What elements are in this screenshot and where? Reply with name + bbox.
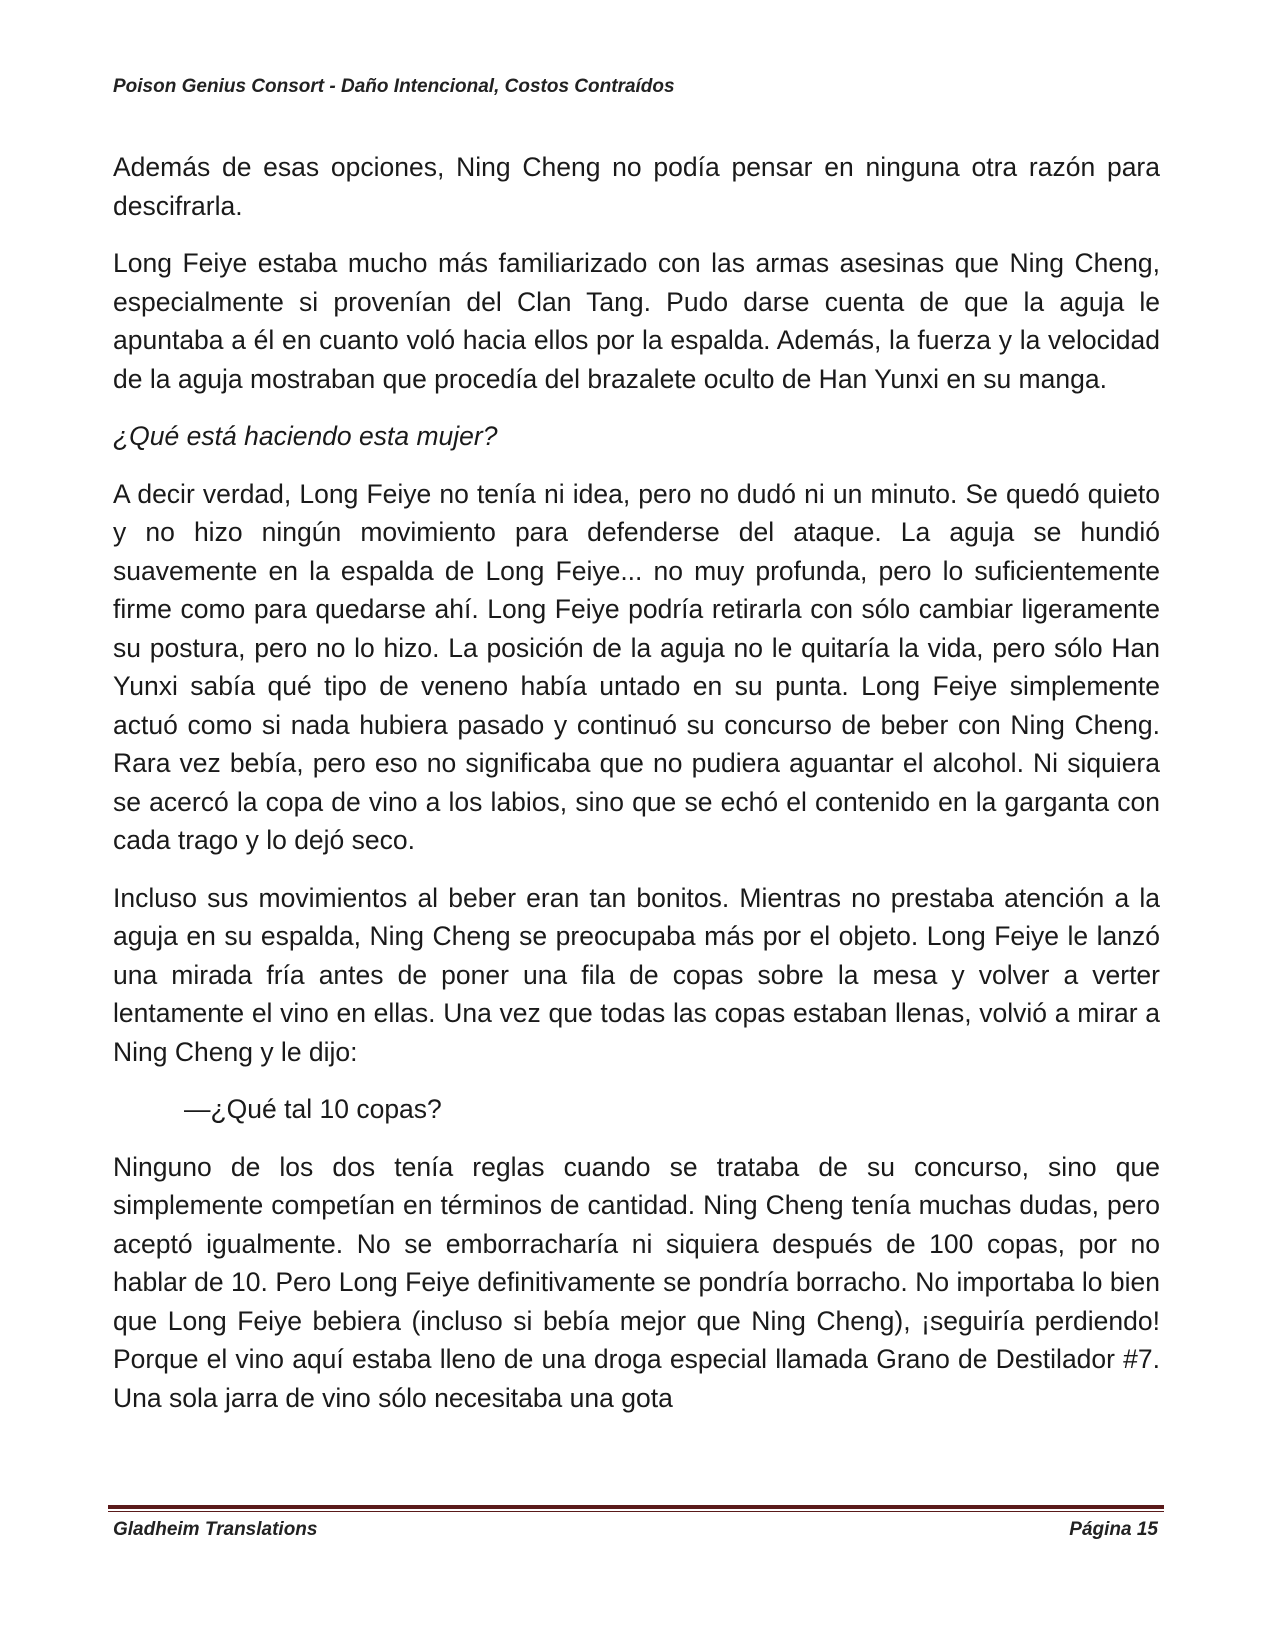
paragraph: Long Feiye estaba mucho más familiarizado con las armas asesinas que Ning Cheng, especialmente si provenían del Clan Tang. Pudo darse cuenta de que la aguja le apuntaba a él en cuanto voló hacia ellos por la espalda. Además, la fuerza y la velocidad de la aguja mostraban que procedía del brazalete oculto de Han Yunxi en su manga. (113, 248, 1160, 394)
italic-thought-paragraph: ¿Qué está haciendo esta mujer? (113, 421, 498, 451)
paragraph: Incluso sus movimientos al beber eran tan bonitos. Mientras no prestaba atención a la aguja en su espalda, Ning Cheng se preocupaba más por el objeto. Long Feiye le lanzó una mirada fría antes de poner una fila de copas sobre la mesa y volver a verter lentamente el vino en ellas. Una vez que todas las copas estaban llenas, volvió a mirar a Ning Cheng y le dijo: (113, 882, 1160, 1067)
dialogue-line: —¿Qué tal 10 copas? (184, 1094, 442, 1124)
paragraph: Además de esas opciones, Ning Cheng no podía pensar en ninguna otra razón para descifrarla. (113, 152, 1160, 221)
paragraph: Ninguno de los dos tenía reglas cuando se trataba de su concurso, sino que simplemente competían en términos de cantidad. Ning Cheng tenía muchas dudas, pero aceptó igualmente. No se emborracharía ni siquiera después de 100 copas, por no hablar de 10. Pero Long Feiye definitivamente se pondría borracho. No importaba lo bien que Long Feiye bebiera (incluso si bebía mejor que Ning Cheng), ¡seguiría perdiendo! Porque el vino aquí estaba lleno de una droga especial llamada Grano de Destilador #7. Una sola jarra de vino sólo necesitaba una gota (113, 1151, 1160, 1413)
paragraph: A decir verdad, Long Feiye no tenía ni idea, pero no dudó ni un minuto. Se quedó quieto y no hizo ningún movimiento para defenderse del ataque. La aguja se hundió suavemente en la espalda de Long Feiye... no muy profunda, pero lo suficientemente firme como para quedarse ahí. Long Feiye podría retirarla con sólo cambiar ligeramente su postura, pero no lo hizo. La posición de la aguja no le quitaría la vida, pero sólo Han Yunxi sabía qué tipo de veneno había untado en su punta. Long Feiye simplemente actuó como si nada hubiera pasado y continuó su concurso de beber con Ning Cheng. Rara vez bebía, pero eso no significaba que no pudiera aguantar el alcohol. Ni siquiera se acercó la copa de vino a los labios, sino que se echó el contenido en la garganta con cada trago y lo dejó seco. (113, 478, 1160, 855)
footer-page-number: Página 15 (1069, 1519, 1158, 1540)
footer-divider (108, 1505, 1164, 1512)
page-header-title: Poison Genius Consort - Daño Intencional, Costos Contraídos (113, 76, 675, 97)
footer-publisher: Gladheim Translations (113, 1519, 318, 1540)
document-body (113, 148, 1160, 1436)
